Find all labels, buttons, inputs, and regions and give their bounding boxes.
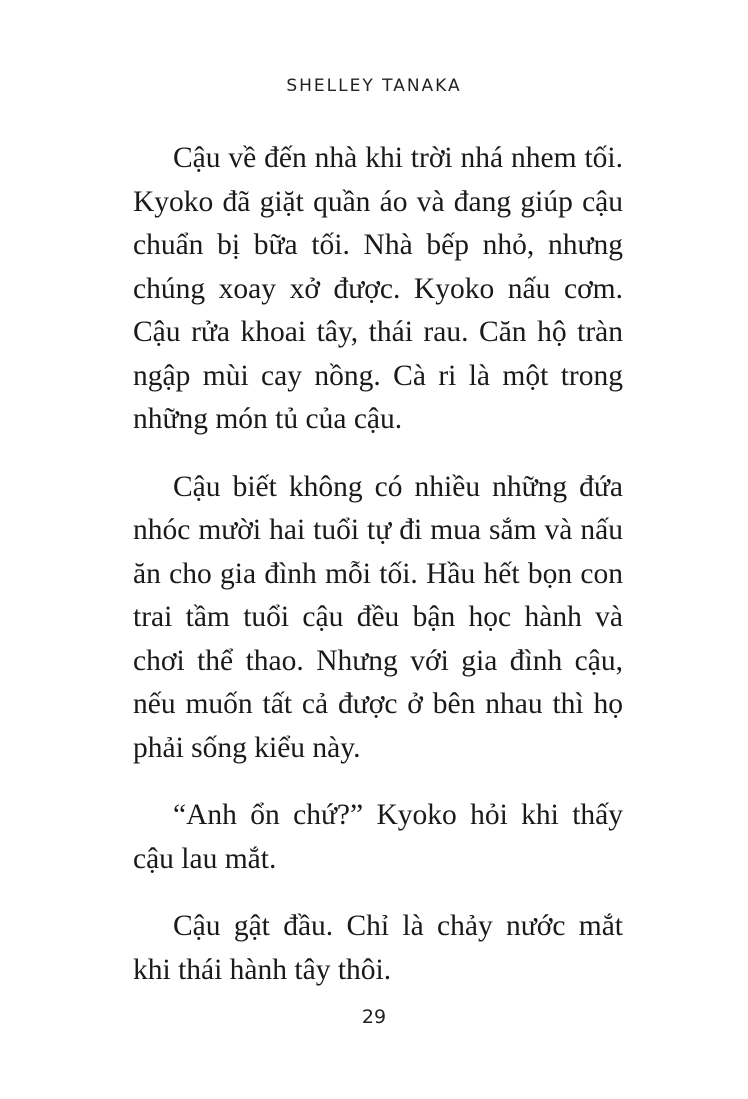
page-number: 29 (361, 1006, 387, 1028)
paragraph: Cậu biết không có nhiều những đứa nhóc mười hai tuổi tự đi mua sắm và nấu ăn cho gia đình mỗi tối. Hầu hết bọn con trai tầm tuổi cậu đều bận học hành và chơi thể thao. Nhưng với gia đình cậu, nếu muốn tất cả được ở bên nhau thì họ phải sống kiểu này. (133, 470, 623, 764)
body-text (133, 137, 623, 1016)
paragraph: Cậu gật đầu. Chỉ là chảy nước mắt khi thái hành tây thôi. (133, 910, 623, 986)
paragraph: “Anh ổn chứ?” Kyoko hỏi khi thấy cậu lau mắt. (133, 799, 623, 875)
paragraph: Cậu về đến nhà khi trời nhá nhem tối. Kyoko đã giặt quần áo và đang giúp cậu chuẩn bị bữa tối. Nhà bếp nhỏ, nhưng chúng xoay xở được. Kyoko nấu cơm. Cậu rửa khoai tây, thái rau. Căn hộ tràn ngập mùi cay nồng. Cà ri là một trong những món tủ của cậu. (133, 142, 623, 435)
running-head: SHELLEY TANAKA (286, 76, 462, 96)
